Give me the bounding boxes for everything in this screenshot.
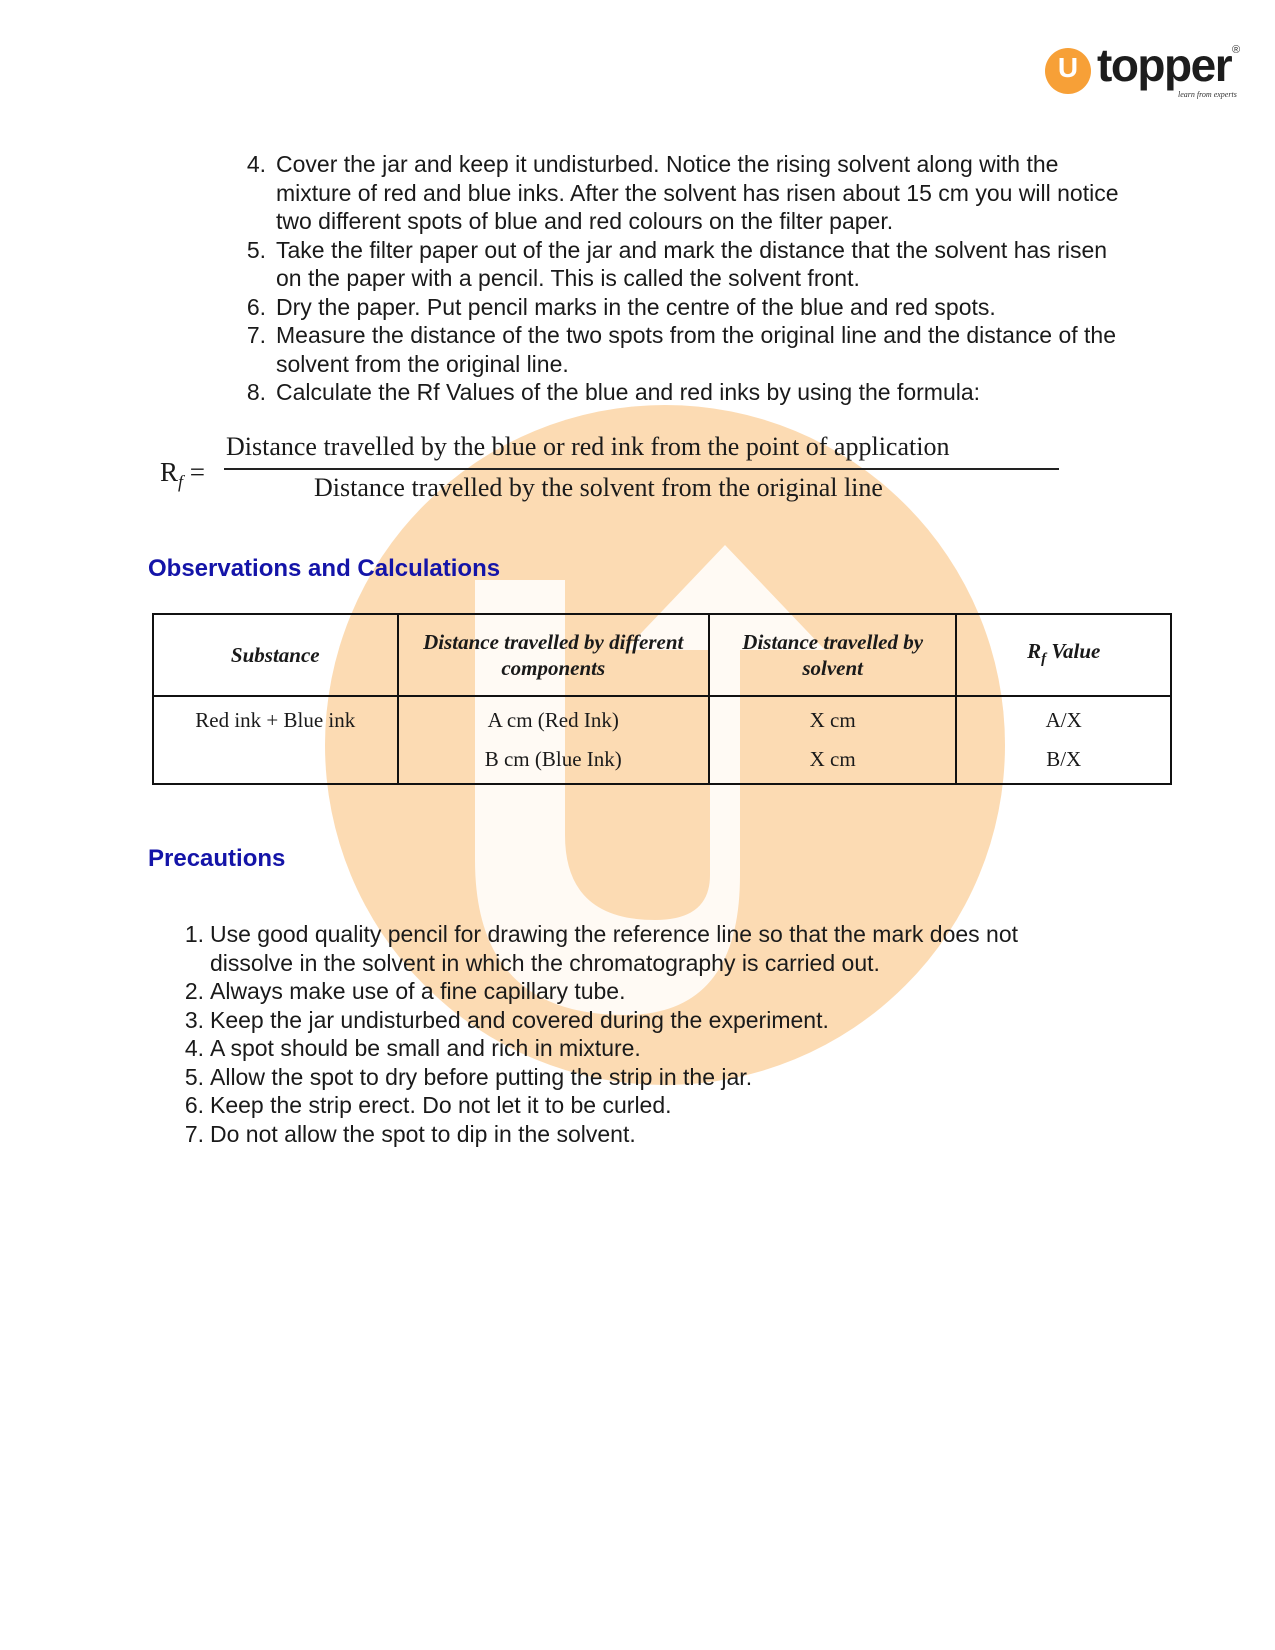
solvent-distance-cell: X cm X cm [709, 696, 957, 784]
column-header-rf: $R_f$ Value [956, 614, 1171, 696]
precautions-list [170, 920, 1090, 1148]
logo-tagline: learn from experts [1178, 90, 1237, 99]
rf-value-cell: A/X B/X [956, 696, 1171, 784]
list-item: 8. Calculate the Rf Values of the blue and red inks by using the formula: [246, 379, 981, 405]
list-item: 6. Dry the paper. Put pencil marks in the centre of the blue and red spots. [246, 293, 996, 320]
formula-lhs: $R_f$ = [160, 457, 206, 492]
list-item: 3. Keep the jar undisturbed and covered during the experiment. [184, 1006, 829, 1033]
logo-badge-icon: U [1045, 48, 1091, 94]
list-item: 6. Keep the strip erect. Do not let it to be curled. [184, 1092, 672, 1118]
column-header: Distance travelled by different components [398, 614, 709, 696]
registered-mark: ® [1232, 44, 1241, 56]
formula-numerator: Distance travelled by the blue or red ink from the point of application [226, 432, 950, 461]
fraction-bar [224, 468, 1059, 470]
topper-logo [1045, 39, 1245, 112]
column-header: Distance travelled by solvent [709, 614, 957, 696]
precautions-heading: Precautions [148, 845, 286, 872]
list-item: 7. Do not allow the spot to dip in the solvent. [184, 1120, 636, 1147]
procedure-steps [232, 150, 1132, 407]
formula-denominator: Distance travelled by the solvent from the original line [314, 473, 883, 502]
table-row [153, 696, 1171, 784]
table-header-row [153, 614, 1171, 696]
list-item: 1. Use good quality pencil for drawing the reference line so that the mark does not dissolve in the solvent in which the chromatography is carried out. [184, 921, 1019, 976]
list-item: 7. Measure the distance of the two spots from the original line and the distance of the solvent from the original line. [246, 322, 1116, 377]
list-item: 5. Allow the spot to dry before putting the strip in the jar. [184, 1063, 753, 1090]
observations-heading: Observations and Calculations [148, 555, 501, 582]
list-item: 4. Cover the jar and keep it undisturbed. Notice the rising solvent along with the mixture of red and blue inks. After the solvent has risen about 15 cm you will notice two different spots of blue and red colours on the filter paper. [246, 151, 1119, 234]
component-distance-cell: A cm (Red Ink) B cm (Blue Ink) [398, 696, 709, 784]
observations-table [152, 613, 1172, 785]
rf-formula [160, 432, 1060, 512]
list-item: 5. Take the filter paper out of the jar and mark the distance that the solvent has risen on the paper with a pencil. This is called the solvent front. [246, 236, 1108, 291]
logo-wordmark: topper [1097, 39, 1232, 91]
column-header: Substance [153, 614, 398, 696]
list-item: 2. Always make use of a fine capillary tube. [184, 978, 626, 1004]
list-item: 4. A spot should be small and rich in mixture. [184, 1035, 641, 1061]
substance-cell: Red ink + Blue ink [153, 696, 398, 784]
